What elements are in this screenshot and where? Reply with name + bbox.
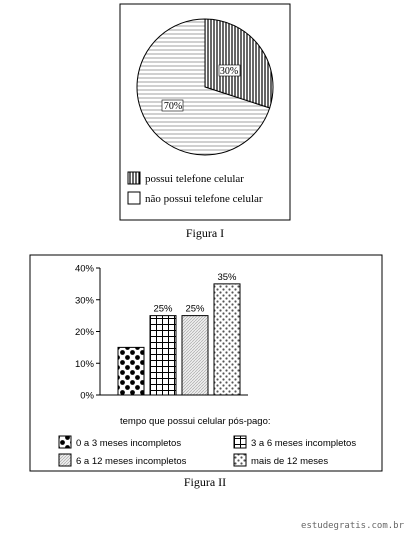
bar-2 (182, 316, 208, 395)
legend-swatch-nao-possui (128, 192, 140, 204)
bar-1 (150, 316, 176, 395)
legend-label-nao-possui: não possui telefone celular (145, 193, 263, 205)
legend-label-possui: possui telefone celular (145, 173, 244, 185)
pie-label-nao-possui: 70% (163, 101, 183, 112)
y-tick-label: 0% (80, 390, 94, 402)
bar-3 (214, 284, 240, 395)
legend-label-0-3: 0 a 3 meses incompletos (76, 438, 182, 449)
watermark: estudegratis.com.br (301, 521, 404, 531)
y-tick-label: 20% (74, 327, 94, 338)
bar-0 (118, 347, 144, 395)
bar-value-label-1: 25% (153, 303, 173, 315)
bar-value-label-3: 35% (217, 271, 237, 283)
x-axis-label: tempo que possui celular pós-pago: (120, 416, 271, 427)
y-tick-label: 30% (74, 295, 94, 307)
legend-swatch-possui (128, 172, 140, 184)
legend-swatch-12-plus (234, 454, 246, 466)
figure2-caption: Figura II (183, 475, 227, 489)
legend-label-12-plus: mais de 12 meses (251, 456, 329, 467)
bar-chart (118, 272, 240, 395)
legend-label-3-6: 3 a 6 meses incompletos (251, 438, 357, 449)
y-tick-label: 40% (74, 263, 94, 275)
pie-chart (137, 19, 273, 155)
y-tick-label: 10% (74, 358, 94, 370)
legend-swatch-6-12 (59, 454, 71, 466)
bar-value-label-2: 25% (185, 303, 205, 315)
legend-swatch-3-6 (234, 436, 246, 448)
legend-swatch-0-3 (59, 436, 71, 448)
pie-label-possui: 30% (219, 66, 239, 77)
legend-label-6-12: 6 a 12 meses incompletos (76, 456, 187, 467)
figure1-caption: Figura I (185, 226, 225, 240)
